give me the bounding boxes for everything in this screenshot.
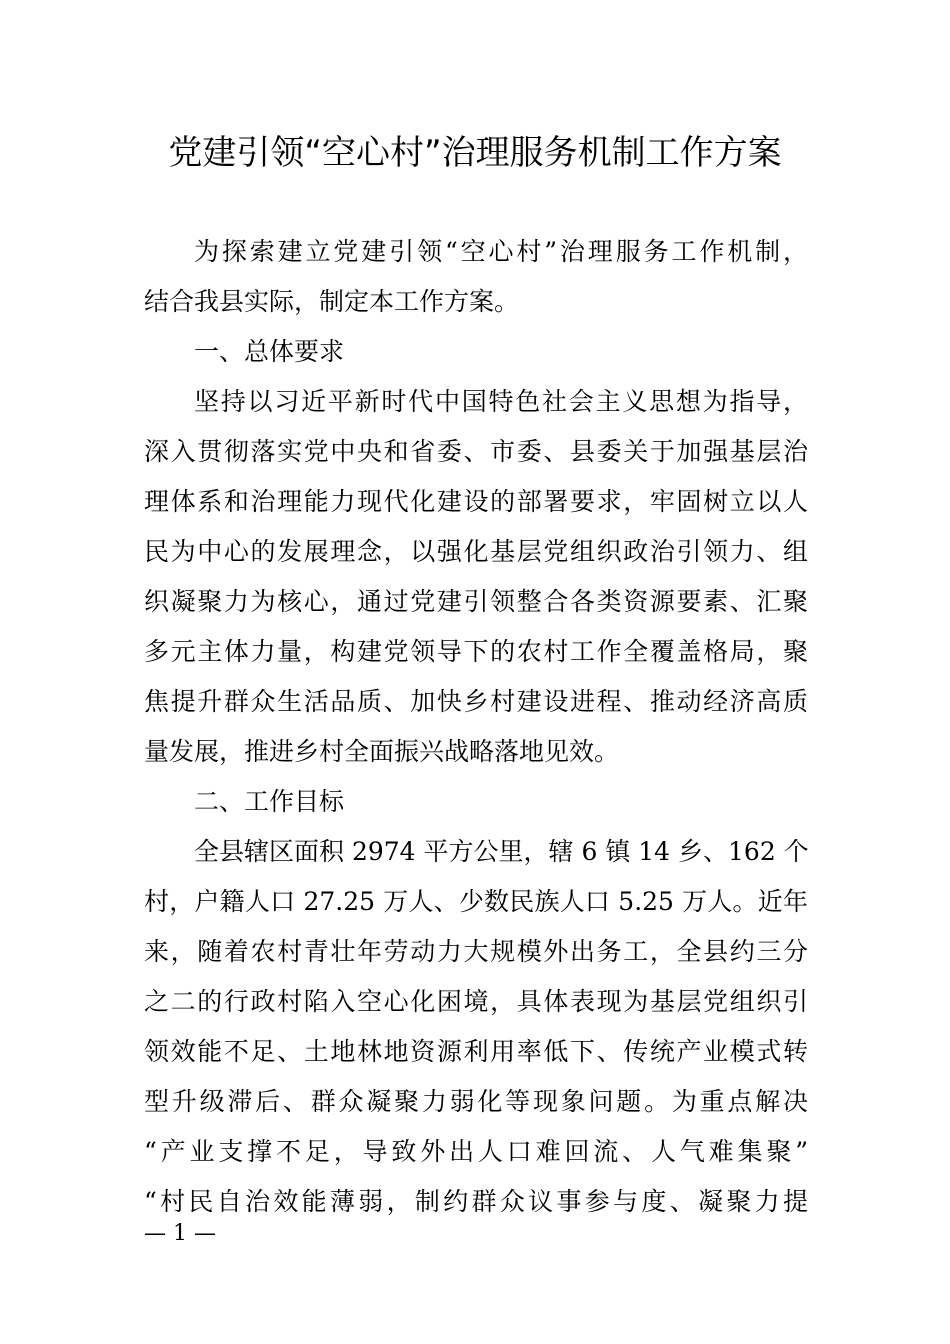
text-line: 二、工作目标 [194,787,345,816]
text-line: 全县辖区面积 2974 平方公里，辖 6 镇 14 乡、162 个 [194,837,809,866]
text-line: 村，户籍人口 27.25 万人、少数民族人口 5.25 万人。近年 [144,887,808,916]
text-line: 深入贯彻落实党中央和省委、市委、县委关于加强基层治 [144,437,808,466]
text-line: 型升级滞后、群众凝聚力弱化等现象问题。为重点解决 [144,1087,808,1116]
text-line: 理体系和治理能力现代化建设的部署要求，牢固树立以人 [144,487,808,516]
text-line: 来，随着农村青壮年劳动力大规模外出务工，全县约三分 [144,937,808,966]
text-line: 民为中心的发展理念，以强化基层党组织政治引领力、组 [144,537,808,566]
text-line: 领效能不足、土地林地资源利用率低下、传统产业模式转 [144,1037,808,1066]
text-line: 为探索建立党建引领“空心村”治理服务工作机制， [194,237,808,266]
text-line: “产业支撑不足，导致外出人口难回流、人气难集聚” [144,1137,808,1166]
text-line: 坚持以习近平新时代中国特色社会主义思想为指导， [194,387,808,416]
text-line: 一、总体要求 [194,337,345,366]
document-body [144,227,808,1227]
text-line: 结合我县实际，制定本工作方案。 [144,287,520,316]
text-line: 量发展，推进乡村全面振兴战略落地见效。 [144,737,620,766]
document-title: 党建引领“空心村”治理服务机制工作方案 [168,133,782,173]
text-line: 焦提升群众生活品质、加快乡村建设进程、推动经济高质 [144,687,808,716]
text-line: 织凝聚力为核心，通过党建引领整合各类资源要素、汇聚 [144,587,808,616]
text-line: “村民自治效能薄弱，制约群众议事参与度、凝聚力提 [144,1187,808,1216]
page-number: — 1 — [144,1221,216,1246]
text-line: 之二的行政村陷入空心化困境，具体表现为基层党组织引 [144,987,808,1016]
text-line: 多元主体力量，构建党领导下的农村工作全覆盖格局，聚 [144,637,808,666]
